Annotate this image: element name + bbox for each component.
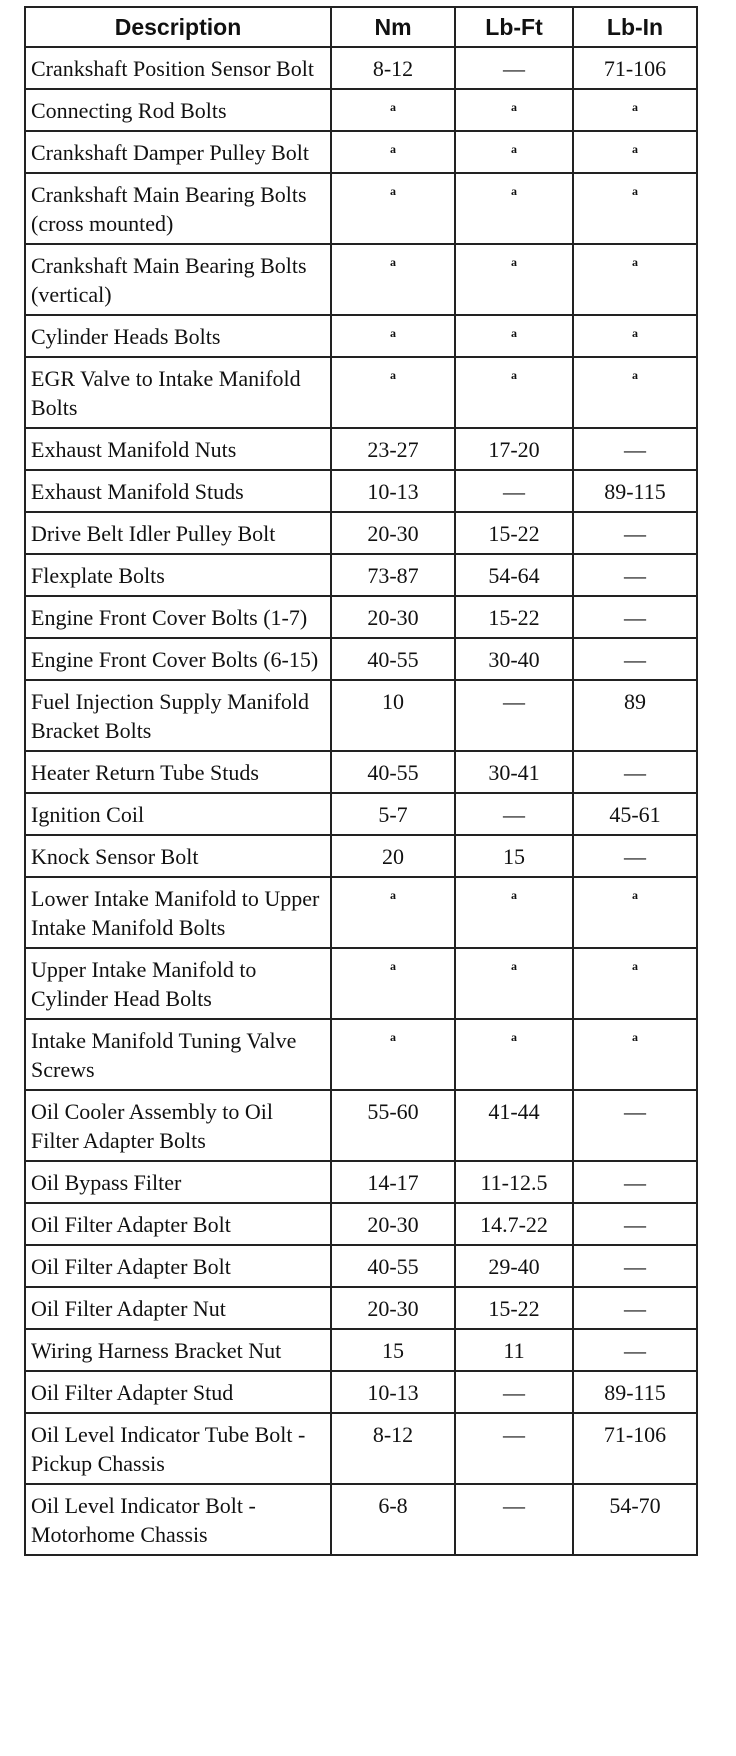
cell-nm xyxy=(331,315,455,357)
table-row xyxy=(25,1413,697,1484)
cell-lb-in: — xyxy=(573,1203,697,1245)
cell-nm xyxy=(331,948,455,1019)
table-row xyxy=(25,751,697,793)
cell-lb-ft: — xyxy=(455,470,573,512)
cell-description: Oil Level Indicator Bolt - Motorhome Chassis xyxy=(25,1484,331,1555)
cell-lb-ft: — xyxy=(455,680,573,751)
footnote-marker: a xyxy=(511,959,517,973)
cell-lb-ft: — xyxy=(455,793,573,835)
table-row xyxy=(25,357,697,428)
footnote-marker: a xyxy=(390,1030,396,1044)
cell-lb-ft xyxy=(455,244,573,315)
cell-lb-ft xyxy=(455,1019,573,1090)
table-row xyxy=(25,470,697,512)
cell-nm: 40-55 xyxy=(331,1245,455,1287)
table-row xyxy=(25,428,697,470)
footnote-marker: a xyxy=(390,100,396,114)
footnote-marker: a xyxy=(390,368,396,382)
cell-nm: 55-60 xyxy=(331,1090,455,1161)
cell-lb-ft: 30-41 xyxy=(455,751,573,793)
cell-lb-ft: 17-20 xyxy=(455,428,573,470)
cell-nm: 8-12 xyxy=(331,47,455,89)
cell-nm: 5-7 xyxy=(331,793,455,835)
cell-lb-ft: 29-40 xyxy=(455,1245,573,1287)
cell-description: Fuel Injection Supply Manifold Bracket Bolts xyxy=(25,680,331,751)
table-row xyxy=(25,1371,697,1413)
cell-lb-ft: 15 xyxy=(455,835,573,877)
cell-description: Lower Intake Manifold to Upper Intake Manifold Bolts xyxy=(25,877,331,948)
header-description: Description xyxy=(25,7,331,47)
footnote-marker: a xyxy=(632,888,638,902)
cell-lb-in xyxy=(573,131,697,173)
footnote-marker: a xyxy=(632,326,638,340)
cell-lb-in: — xyxy=(573,1090,697,1161)
cell-lb-ft: — xyxy=(455,1413,573,1484)
table-row xyxy=(25,1090,697,1161)
cell-lb-ft: 54-64 xyxy=(455,554,573,596)
cell-nm xyxy=(331,877,455,948)
footnote-marker: a xyxy=(511,142,517,156)
table-row xyxy=(25,1245,697,1287)
torque-spec-sheet xyxy=(24,6,696,1556)
cell-nm xyxy=(331,244,455,315)
cell-description: Oil Bypass Filter xyxy=(25,1161,331,1203)
cell-nm xyxy=(331,131,455,173)
table-row xyxy=(25,315,697,357)
cell-lb-in: 71-106 xyxy=(573,47,697,89)
footnote-marker: a xyxy=(632,1030,638,1044)
cell-lb-in: — xyxy=(573,1245,697,1287)
footnote-marker: a xyxy=(390,142,396,156)
cell-description: Knock Sensor Bolt xyxy=(25,835,331,877)
cell-nm: 73-87 xyxy=(331,554,455,596)
cell-description: Oil Filter Adapter Bolt xyxy=(25,1203,331,1245)
table-row xyxy=(25,1203,697,1245)
cell-nm: 20 xyxy=(331,835,455,877)
table-row xyxy=(25,680,697,751)
cell-description: Wiring Harness Bracket Nut xyxy=(25,1329,331,1371)
cell-lb-in xyxy=(573,244,697,315)
torque-spec-table xyxy=(24,6,698,1556)
cell-lb-ft xyxy=(455,877,573,948)
cell-lb-ft: — xyxy=(455,1371,573,1413)
table-header-row xyxy=(25,7,697,47)
cell-lb-ft: 30-40 xyxy=(455,638,573,680)
cell-nm: 8-12 xyxy=(331,1413,455,1484)
cell-description: Ignition Coil xyxy=(25,793,331,835)
cell-lb-in: — xyxy=(573,428,697,470)
cell-description: Crankshaft Main Bearing Bolts (vertical) xyxy=(25,244,331,315)
cell-nm: 20-30 xyxy=(331,1287,455,1329)
cell-lb-ft: 41-44 xyxy=(455,1090,573,1161)
table-row xyxy=(25,173,697,244)
cell-nm xyxy=(331,1019,455,1090)
cell-lb-in: — xyxy=(573,751,697,793)
cell-lb-in: 89-115 xyxy=(573,1371,697,1413)
table-row xyxy=(25,47,697,89)
cell-description: Oil Level Indicator Tube Bolt - Pickup Chassis xyxy=(25,1413,331,1484)
cell-description: Drive Belt Idler Pulley Bolt xyxy=(25,512,331,554)
table-row xyxy=(25,1329,697,1371)
table-row xyxy=(25,1019,697,1090)
cell-description: Crankshaft Position Sensor Bolt xyxy=(25,47,331,89)
cell-nm xyxy=(331,173,455,244)
cell-lb-in: — xyxy=(573,638,697,680)
cell-nm xyxy=(331,89,455,131)
table-row xyxy=(25,596,697,638)
footnote-marker: a xyxy=(511,1030,517,1044)
footnote-marker: a xyxy=(632,184,638,198)
footnote-marker: a xyxy=(632,100,638,114)
cell-lb-in: 54-70 xyxy=(573,1484,697,1555)
cell-nm: 20-30 xyxy=(331,1203,455,1245)
cell-description: Engine Front Cover Bolts (1-7) xyxy=(25,596,331,638)
table-body xyxy=(25,47,697,1555)
cell-lb-ft: — xyxy=(455,1484,573,1555)
table-row xyxy=(25,948,697,1019)
cell-nm: 6-8 xyxy=(331,1484,455,1555)
cell-lb-ft: 14.7-22 xyxy=(455,1203,573,1245)
cell-lb-in: — xyxy=(573,554,697,596)
footnote-marker: a xyxy=(632,142,638,156)
cell-lb-ft xyxy=(455,948,573,1019)
cell-nm: 20-30 xyxy=(331,596,455,638)
cell-description: Exhaust Manifold Studs xyxy=(25,470,331,512)
table-row xyxy=(25,244,697,315)
cell-lb-in xyxy=(573,89,697,131)
table-row xyxy=(25,89,697,131)
cell-description: Oil Cooler Assembly to Oil Filter Adapter Bolts xyxy=(25,1090,331,1161)
cell-lb-in: 89-115 xyxy=(573,470,697,512)
cell-nm: 23-27 xyxy=(331,428,455,470)
cell-lb-ft xyxy=(455,315,573,357)
cell-description: Crankshaft Main Bearing Bolts (cross mounted) xyxy=(25,173,331,244)
footnote-marker: a xyxy=(632,368,638,382)
cell-lb-in: 71-106 xyxy=(573,1413,697,1484)
footnote-marker: a xyxy=(390,255,396,269)
cell-description: Exhaust Manifold Nuts xyxy=(25,428,331,470)
table-row xyxy=(25,793,697,835)
cell-description: Upper Intake Manifold to Cylinder Head Bolts xyxy=(25,948,331,1019)
footnote-marker: a xyxy=(390,888,396,902)
cell-lb-in xyxy=(573,357,697,428)
cell-lb-ft: 11 xyxy=(455,1329,573,1371)
footnote-marker: a xyxy=(511,100,517,114)
cell-lb-ft: — xyxy=(455,47,573,89)
cell-lb-ft xyxy=(455,89,573,131)
footnote-marker: a xyxy=(511,326,517,340)
cell-lb-in: 89 xyxy=(573,680,697,751)
cell-nm: 40-55 xyxy=(331,751,455,793)
cell-description: EGR Valve to Intake Manifold Bolts xyxy=(25,357,331,428)
cell-lb-in: 45-61 xyxy=(573,793,697,835)
cell-nm xyxy=(331,357,455,428)
cell-nm: 20-30 xyxy=(331,512,455,554)
cell-description: Oil Filter Adapter Nut xyxy=(25,1287,331,1329)
cell-nm: 10-13 xyxy=(331,470,455,512)
cell-lb-in xyxy=(573,1019,697,1090)
cell-nm: 10 xyxy=(331,680,455,751)
cell-lb-in xyxy=(573,173,697,244)
cell-lb-in: — xyxy=(573,512,697,554)
footnote-marker: a xyxy=(390,184,396,198)
cell-lb-ft: 15-22 xyxy=(455,596,573,638)
cell-lb-ft: 15-22 xyxy=(455,512,573,554)
cell-lb-in: — xyxy=(573,1329,697,1371)
header-nm: Nm xyxy=(331,7,455,47)
cell-lb-in: — xyxy=(573,1161,697,1203)
table-row xyxy=(25,1161,697,1203)
table-row xyxy=(25,877,697,948)
cell-description: Cylinder Heads Bolts xyxy=(25,315,331,357)
table-row xyxy=(25,1484,697,1555)
cell-nm: 40-55 xyxy=(331,638,455,680)
cell-lb-ft xyxy=(455,131,573,173)
table-row xyxy=(25,512,697,554)
footnote-marker: a xyxy=(632,959,638,973)
table-row xyxy=(25,638,697,680)
table-row xyxy=(25,554,697,596)
cell-nm: 14-17 xyxy=(331,1161,455,1203)
cell-description: Intake Manifold Tuning Valve Screws xyxy=(25,1019,331,1090)
header-lb-in: Lb-In xyxy=(573,7,697,47)
footnote-marker: a xyxy=(511,184,517,198)
cell-lb-in xyxy=(573,948,697,1019)
table-row xyxy=(25,131,697,173)
cell-lb-in xyxy=(573,315,697,357)
cell-lb-ft: 15-22 xyxy=(455,1287,573,1329)
cell-lb-in: — xyxy=(573,1287,697,1329)
cell-lb-in: — xyxy=(573,835,697,877)
cell-description: Oil Filter Adapter Stud xyxy=(25,1371,331,1413)
cell-lb-ft xyxy=(455,357,573,428)
cell-description: Crankshaft Damper Pulley Bolt xyxy=(25,131,331,173)
table-row xyxy=(25,1287,697,1329)
footnote-marker: a xyxy=(632,255,638,269)
cell-lb-in xyxy=(573,877,697,948)
footnote-marker: a xyxy=(511,255,517,269)
footnote-marker: a xyxy=(511,888,517,902)
cell-description: Engine Front Cover Bolts (6-15) xyxy=(25,638,331,680)
footnote-marker: a xyxy=(511,368,517,382)
cell-description: Oil Filter Adapter Bolt xyxy=(25,1245,331,1287)
cell-description: Flexplate Bolts xyxy=(25,554,331,596)
cell-nm: 10-13 xyxy=(331,1371,455,1413)
header-lb-ft: Lb-Ft xyxy=(455,7,573,47)
table-row xyxy=(25,835,697,877)
cell-lb-in: — xyxy=(573,596,697,638)
cell-nm: 15 xyxy=(331,1329,455,1371)
cell-description: Connecting Rod Bolts xyxy=(25,89,331,131)
cell-lb-ft xyxy=(455,173,573,244)
footnote-marker: a xyxy=(390,959,396,973)
footnote-marker: a xyxy=(390,326,396,340)
cell-lb-ft: 11-12.5 xyxy=(455,1161,573,1203)
cell-description: Heater Return Tube Studs xyxy=(25,751,331,793)
